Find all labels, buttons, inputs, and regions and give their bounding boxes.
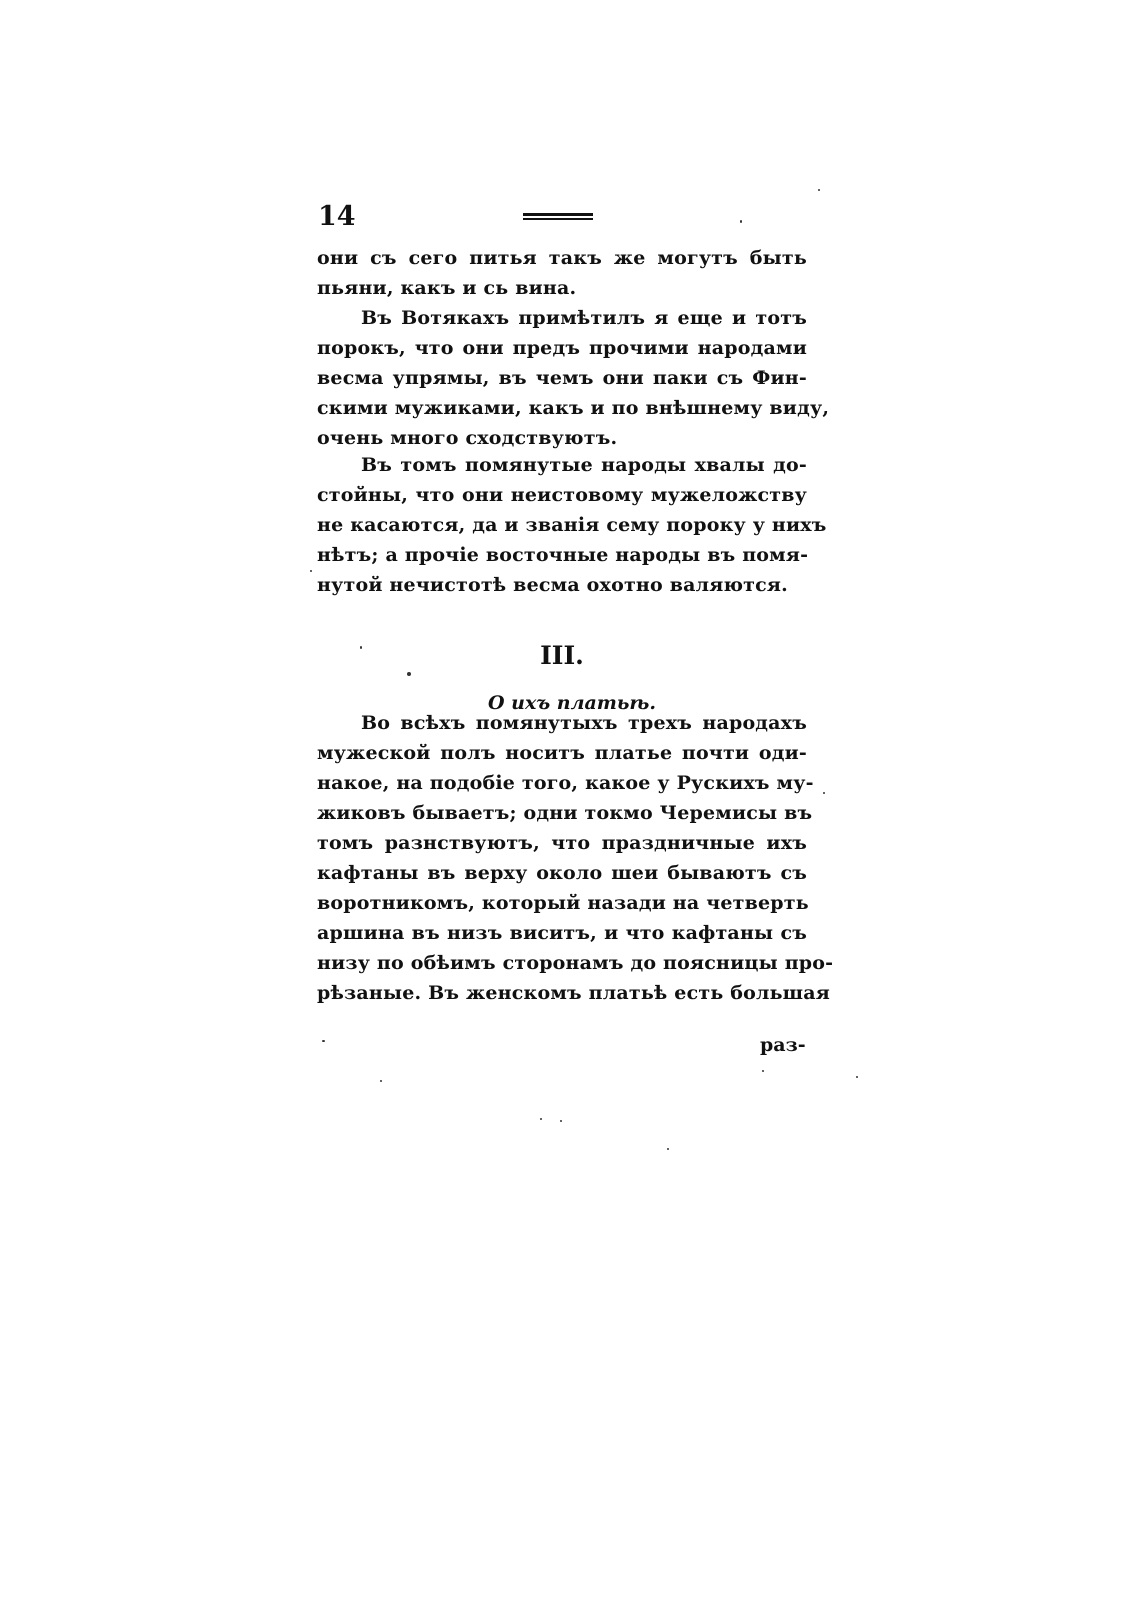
scan-speck [540,1118,542,1120]
text-line: низу по обѣимъ сторонамъ до поясницы про- [317,952,834,974]
text-line: стойны, что они неистовому мужеложству [317,484,807,506]
section-title: О ихъ платьѣ. [488,692,656,714]
page-number: 14 [318,201,356,232]
text-line: мужеской полъ носитъ платье почти оди- [317,742,807,764]
scan-speck [856,1076,858,1078]
scan-speck [560,1120,562,1122]
text-line: очень много сходствуютъ. [317,427,618,449]
scan-speck [360,646,362,649]
scan-speck [667,1148,669,1150]
scan-speck [310,570,312,572]
text-line: весма упрямы, въ чемъ они паки съ Фин- [317,367,807,389]
text-line: Въ Вотякахъ примѣтилъ я еще и тотъ [361,307,807,329]
text-line: Въ томъ помянутые народы хвалы до- [361,454,807,476]
text-line: кафтаны въ верху около шеи бываютъ съ [317,862,807,884]
scan-speck [322,1040,325,1042]
scan-speck [380,1080,382,1082]
section-number: III. [540,641,584,670]
text-line: пьяни, какъ и сь вина. [317,277,577,299]
text-line: жиковъ бываетъ; одни токмо Черемисы въ [317,802,813,824]
header-rule [523,213,593,223]
catchword: раз- [760,1034,806,1056]
paragraph-3 [317,450,827,600]
text-line: аршина въ низъ виситъ, и что кафтаны съ [317,922,807,944]
scan-speck [762,1070,764,1072]
text-line: томъ разнствуютъ, что праздничные ихъ [317,832,807,854]
text-line: рѣзаные. Въ женскомъ платьѣ есть большая [317,982,831,1004]
text-line: накое, на подобіе того, какое у Рускихъ му- [317,772,814,794]
text-line: воротникомъ, который назади на четверть [317,892,809,914]
paragraph-2 [317,303,830,453]
text-line: нутой нечистотѣ весма охотно валяются. [317,574,788,596]
text-line: они съ сего питья такъ же могутъ быть [317,247,807,269]
scan-speck [823,792,825,794]
scan-speck [407,672,411,676]
scan-speck [818,189,820,191]
text-line: нѣтъ; а прочіе восточные народы въ помя- [317,544,809,566]
paragraph-4 [317,708,834,1008]
scan-speck [740,220,742,223]
text-line: порокъ, что они предъ прочими народами [317,337,807,359]
paragraph-1 [317,243,807,303]
text-line: Во всѣхъ помянутыхъ трехъ народахъ [361,712,807,734]
text-line: не касаются, да и званія сему пороку у нихъ [317,514,827,536]
text-line: скими мужиками, какъ и по внѣшнему виду, [317,397,830,419]
